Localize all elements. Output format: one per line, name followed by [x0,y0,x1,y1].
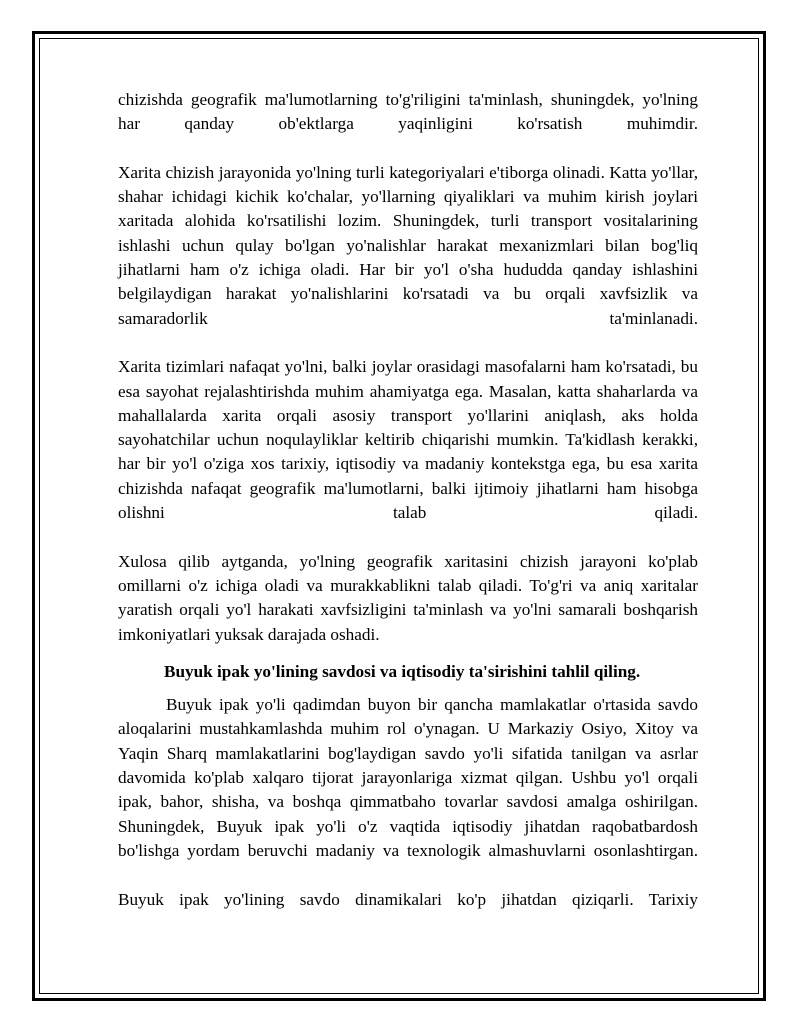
paragraph-gap [118,525,698,549]
paragraph-gap [118,137,698,161]
paragraph-3: Xarita tizimlari nafaqat yo'lni, balki joylar orasidagi masofalarni ham ko'rsatadi, bu esa sayohat rejalashtirishda muhim ahamiyatga ega. Masalan, katta shaharlarda va mahallalarda xarita orqali asosiy transport yo'llarini aniqlash, aks holda sayohatchilar uchun noqulayliklar keltirib chiqarishi mumkin. Ta'kidlash kerakki, har bir yo'l o'ziga xos tarixiy, iqtisodiy va madaniy kontekstga ega, bu esa xarita chizishda nafaqat geografik ma'lumotlarni, balki ijtimoiy jihatlarni ham hisobga olishni talab qiladi. [118,357,698,523]
paragraph-gap [118,863,698,887]
paragraph-4: Xulosa qilib aytganda, yo'lning geografik xaritasini chizish jarayoni ko'plab omillarni o'z ichiga oladi va murakkablikni talab qiladi. To'g'ri va aniq xaritalar yaratish orqali yo'l harakati xavfsizligini ta'minlash va yo'lni samarali boshqarish imkoniyatlari yuksak darajada oshadi. [118,551,698,644]
document-body [118,88,698,912]
paragraph-5: Buyuk ipak yo'li qadimdan buyon bir qancha mamlakatlar o'rtasida savdo aloqalarini mustahkamlashda muhim rol o'ynagan. U Markaziy Osiyo, Xitoy va Yaqin Sharq mamlakatlarini bog'laydigan savdo yo'li sifatida tanilgan va asrlar davomida ko'plab xalqaro tijorat jarayonlariga xizmat qilgan. Ushbu yo'l orqali ipak, bahor, shisha, va boshqa qimmatbaho tovarlar savdosi amalga oshirilgan. Shuningdek, Buyuk ipak yo'li o'z vaqtida iqtisodiy jihatdan raqobatbardosh bo'lishga yordam beruvchi madaniy va texnologik almashuvlarni osonlashtirgan. [118,695,698,860]
heading-spacer [118,647,698,660]
paragraph-2: Xarita chizish jarayonida yo'lning turli kategoriyalari e'tiborga olinadi. Katta yo'llar, shahar ichidagi kichik ko'chalar, yo'llarning qiyaliklari va muhim kirish joylari xaritada alohida ko'rsatilishi lozim. Shuningdek, turli transport vositalarining ishlashi uchun qulay bo'lgan yo'nalishlar harakat mexanizmlari bilan bog'liq jihatlarni ham o'z ichiga oladi. Har bir yo'l o'sha hududda qanday ishlashini belgilaydigan harakat yo'nalishlarini ko'rsatadi va bu orqali xavfsizlik va samaradorlik ta'minlanadi. [118,162,698,328]
paragraph-gap [118,331,698,355]
paragraph-6: Buyuk ipak yo'lining savdo dinamikalari ko'p jihatdan qiziqarli. Tarixiy [118,889,698,909]
paragraph-1: chizishda geografik ma'lumotlarning to'g'riligini ta'minlash, shuningdek, yo'lning har qanday ob'ektlarga yaqinligini ko'rsatish muhimdir. [118,90,698,134]
section-heading: Buyuk ipak yo'lining savdosi va iqtisodiy ta'sirishini tahlil qiling. [164,661,641,681]
